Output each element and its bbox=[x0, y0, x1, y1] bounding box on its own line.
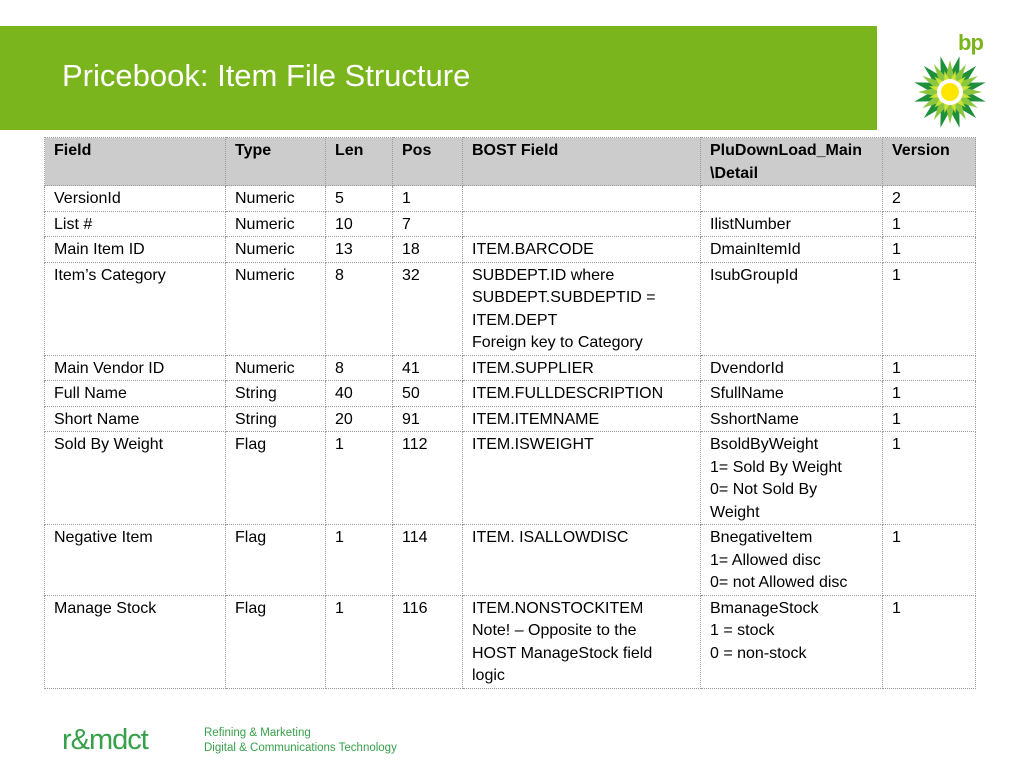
cell-bost-field bbox=[463, 525, 701, 596]
cell-bost-field bbox=[463, 355, 701, 381]
cell-bost-field-line: ITEM.NONSTOCKITEM bbox=[472, 599, 644, 617]
cell-version: 1 bbox=[883, 262, 976, 355]
cell-field bbox=[45, 211, 226, 237]
cell-bost-field-line: HOST ManageStock field bbox=[472, 644, 653, 662]
cell-type: Numeric bbox=[226, 211, 326, 237]
cell-bost-field bbox=[463, 262, 701, 355]
header-bost-field: BOST Field bbox=[463, 138, 701, 186]
cell-pludownload-line: Weight bbox=[710, 503, 760, 521]
cell-bost-field bbox=[463, 211, 701, 237]
cell-field-line: Item’s Category bbox=[54, 266, 166, 284]
table-header-row bbox=[45, 138, 976, 186]
cell-type: Numeric bbox=[226, 355, 326, 381]
cell-pludownload-line: SfullName bbox=[710, 385, 784, 402]
table-row bbox=[45, 237, 976, 263]
cell-version: 1 bbox=[883, 237, 976, 263]
header-pos: Pos bbox=[393, 138, 463, 186]
cell-version: 2 bbox=[883, 186, 976, 212]
cell-len: 10 bbox=[326, 211, 393, 237]
cell-len: 5 bbox=[326, 186, 393, 212]
cell-pludownload-line: IsubGroupId bbox=[710, 266, 799, 284]
cell-bost-field-line: SUBDEPT.ID where bbox=[472, 266, 615, 284]
cell-field-line: VersionId bbox=[54, 190, 121, 207]
cell-version: 1 bbox=[883, 381, 976, 407]
page-title: Pricebook: Item File Structure bbox=[62, 58, 471, 93]
cell-pos: 91 bbox=[393, 406, 463, 432]
cell-len: 40 bbox=[326, 381, 393, 407]
cell-bost-field-line: logic bbox=[472, 667, 505, 684]
cell-bost-field-line: Foreign key to Category bbox=[472, 334, 643, 351]
cell-field-line: Main Item ID bbox=[54, 241, 145, 258]
cell-field-line: Short Name bbox=[54, 410, 140, 428]
cell-pludownload-line: IlistNumber bbox=[710, 215, 791, 233]
cell-pludownload bbox=[701, 595, 883, 688]
cell-pludownload-line: SshortName bbox=[710, 410, 799, 428]
table-row bbox=[45, 211, 976, 237]
cell-field-line: Manage Stock bbox=[54, 599, 157, 617]
cell-version: 1 bbox=[883, 355, 976, 381]
cell-bost-field bbox=[463, 595, 701, 688]
cell-pludownload-line: 1 = stock bbox=[710, 622, 775, 639]
header-len: Len bbox=[326, 138, 393, 186]
cell-field-line: List # bbox=[54, 215, 93, 233]
cell-bost-field-line: ITEM. ISALLOWDISC bbox=[472, 529, 629, 546]
cell-len: 1 bbox=[326, 595, 393, 688]
cell-bost-field-line: ITEM.DEPT bbox=[472, 311, 558, 329]
cell-bost-field-line: ITEM.ISWEIGHT bbox=[472, 436, 594, 453]
cell-pludownload bbox=[701, 381, 883, 407]
cell-pos: 18 bbox=[393, 237, 463, 263]
cell-version: 1 bbox=[883, 211, 976, 237]
cell-bost-field-line: ITEM.SUPPLIER bbox=[472, 359, 594, 377]
cell-pos: 1 bbox=[393, 186, 463, 212]
cell-bost-field bbox=[463, 237, 701, 263]
cell-pludownload bbox=[701, 211, 883, 237]
cell-len: 1 bbox=[326, 525, 393, 596]
cell-bost-field bbox=[463, 186, 701, 212]
cell-len: 8 bbox=[326, 355, 393, 381]
cell-version: 1 bbox=[883, 525, 976, 596]
cell-pludownload bbox=[701, 525, 883, 596]
table-row bbox=[45, 262, 976, 355]
cell-pos: 112 bbox=[393, 432, 463, 525]
cell-type: Numeric bbox=[226, 262, 326, 355]
cell-pos: 41 bbox=[393, 355, 463, 381]
cell-version: 1 bbox=[883, 595, 976, 688]
cell-field-line: Full Name bbox=[54, 385, 127, 402]
cell-field bbox=[45, 381, 226, 407]
cell-type: Flag bbox=[226, 525, 326, 596]
cell-field-line: Main Vendor ID bbox=[54, 359, 165, 377]
cell-pludownload-line: 1= Allowed disc bbox=[710, 551, 821, 569]
cell-pludownload-line: BmanageStock bbox=[710, 599, 819, 617]
cell-field bbox=[45, 262, 226, 355]
table-row bbox=[45, 525, 976, 596]
cell-pos: 50 bbox=[393, 381, 463, 407]
cell-field bbox=[45, 525, 226, 596]
item-file-structure-table bbox=[44, 137, 976, 689]
cell-bost-field bbox=[463, 406, 701, 432]
cell-field bbox=[45, 355, 226, 381]
cell-bost-field-line: Note! – Opposite to the bbox=[472, 622, 637, 639]
table-body bbox=[45, 186, 976, 689]
cell-type: String bbox=[226, 381, 326, 407]
cell-field bbox=[45, 406, 226, 432]
cell-len: 13 bbox=[326, 237, 393, 263]
table-row bbox=[45, 381, 976, 407]
cell-pludownload bbox=[701, 355, 883, 381]
cell-version: 1 bbox=[883, 406, 976, 432]
table-row bbox=[45, 595, 976, 688]
cell-type: String bbox=[226, 406, 326, 432]
cell-pludownload-line: 0= not Allowed disc bbox=[710, 574, 848, 591]
header-pludownload: PluDownLoad_Main\Detail bbox=[701, 138, 883, 186]
cell-pludownload-line: DvendorId bbox=[710, 359, 784, 377]
table-row bbox=[45, 186, 976, 212]
cell-pludownload bbox=[701, 432, 883, 525]
cell-pludownload bbox=[701, 186, 883, 212]
cell-len: 1 bbox=[326, 432, 393, 525]
cell-type: Numeric bbox=[226, 186, 326, 212]
cell-pludownload-line: BnegativeItem bbox=[710, 529, 813, 546]
footer-subtitle-line2: Digital & Communications Technology bbox=[204, 742, 397, 754]
cell-field bbox=[45, 237, 226, 263]
helios-sunburst-icon bbox=[912, 54, 988, 130]
cell-bost-field-line: ITEM.FULLDESCRIPTION bbox=[472, 385, 664, 402]
cell-pludownload bbox=[701, 237, 883, 263]
cell-field bbox=[45, 595, 226, 688]
cell-bost-field-line: SUBDEPT.SUBDEPTID = bbox=[472, 289, 656, 306]
table-row bbox=[45, 355, 976, 381]
header-version: Version bbox=[883, 138, 976, 186]
cell-pludownload-line: 1= Sold By Weight bbox=[710, 458, 842, 476]
cell-field-line: Sold By Weight bbox=[54, 436, 164, 453]
cell-pos: 114 bbox=[393, 525, 463, 596]
cell-len: 8 bbox=[326, 262, 393, 355]
cell-type: Numeric bbox=[226, 237, 326, 263]
header-type: Type bbox=[226, 138, 326, 186]
cell-bost-field-line: ITEM.BARCODE bbox=[472, 241, 594, 258]
footer-subtitle bbox=[204, 726, 397, 756]
cell-pludownload-line: 0= Not Sold By bbox=[710, 481, 818, 498]
cell-type: Flag bbox=[226, 432, 326, 525]
cell-field bbox=[45, 186, 226, 212]
cell-pludownload bbox=[701, 262, 883, 355]
cell-pludownload bbox=[701, 406, 883, 432]
cell-bost-field bbox=[463, 432, 701, 525]
cell-len: 20 bbox=[326, 406, 393, 432]
footer-subtitle-line1: Refining & Marketing bbox=[204, 727, 311, 739]
cell-pos: 116 bbox=[393, 595, 463, 688]
cell-version: 1 bbox=[883, 432, 976, 525]
cell-pos: 32 bbox=[393, 262, 463, 355]
cell-bost-field-line: ITEM.ITEMNAME bbox=[472, 410, 600, 428]
rmdct-logo: r&mdct bbox=[62, 724, 148, 756]
cell-field bbox=[45, 432, 226, 525]
cell-pos: 7 bbox=[393, 211, 463, 237]
cell-field-line: Negative Item bbox=[54, 529, 153, 546]
bp-logo-text: bp bbox=[958, 30, 983, 55]
cell-bost-field bbox=[463, 381, 701, 407]
table-row bbox=[45, 406, 976, 432]
cell-type: Flag bbox=[226, 595, 326, 688]
cell-pludownload-line: DmainItemId bbox=[710, 241, 801, 258]
cell-pludownload-line: BsoldByWeight bbox=[710, 436, 819, 453]
table-row bbox=[45, 432, 976, 525]
bp-logo bbox=[900, 28, 1000, 130]
header-field: Field bbox=[45, 138, 226, 186]
cell-pludownload-line: 0 = non-stock bbox=[710, 644, 807, 662]
